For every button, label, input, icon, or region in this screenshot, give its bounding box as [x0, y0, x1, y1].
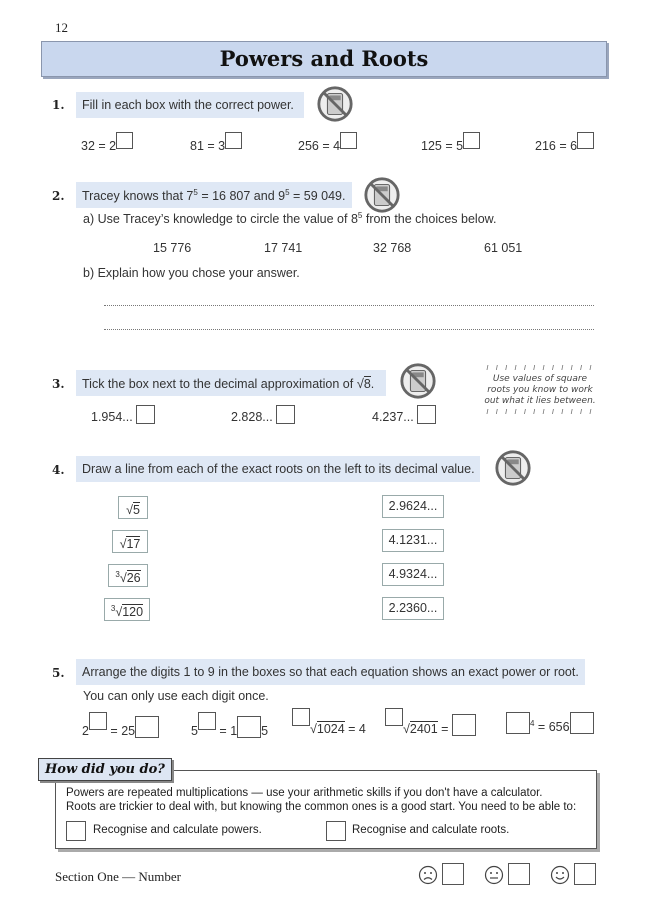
decimal-box[interactable]: 2.2360...: [382, 597, 444, 620]
q5-number: 5.: [52, 666, 65, 680]
answer-box[interactable]: [340, 132, 357, 149]
q3-text: Tick the box next to the decimal approximation of √8.: [82, 376, 375, 391]
q5-equation-4: √2401 =: [385, 708, 476, 736]
no-calculator-icon: [363, 176, 401, 214]
q3-option-3: 4.237...: [372, 405, 436, 424]
q1-text: Fill in each box with the correct power.: [82, 98, 294, 112]
q2-choice-3[interactable]: 32 768: [373, 241, 412, 255]
q1-item-1: 32 = 2: [81, 132, 133, 153]
q2-choice-2[interactable]: 17 741: [264, 241, 303, 255]
how-line-2: Roots are trickier to deal with, but knowing the common ones is a good start. You need to be able to:: [66, 801, 577, 813]
no-calculator-icon: [494, 449, 532, 487]
happy-face-icon: [550, 865, 570, 885]
checkbox-roots-label: Recognise and calculate roots.: [352, 824, 510, 836]
q2-part-b: b) Explain how you chose your answer.: [83, 266, 300, 280]
q3-band: [76, 370, 386, 396]
root-box[interactable]: $^3$√120: [104, 598, 150, 621]
checkbox-powers[interactable]: [66, 821, 86, 841]
q2-band: [76, 182, 352, 208]
checkbox-roots[interactable]: [326, 821, 346, 841]
root-box[interactable]: $^3$√26: [108, 564, 148, 587]
q3-number: 3.: [52, 377, 65, 391]
q4-number: 4.: [52, 463, 65, 477]
q2-number: 2.: [52, 189, 65, 203]
decimal-box[interactable]: 2.9624...: [382, 495, 444, 518]
q2-part-a: a) Use Tracey’s knowledge to circle the value of $8^5$ from the choices below.: [83, 211, 497, 227]
root-box[interactable]: √17: [112, 530, 148, 553]
no-calculator-icon: [316, 85, 354, 123]
q5-band: [76, 659, 585, 685]
tick-box[interactable]: [276, 405, 295, 424]
section-footer: Section One — Number: [55, 869, 182, 884]
q2-choice-4[interactable]: 61 051: [484, 241, 523, 255]
happy-rating-box[interactable]: [574, 863, 596, 885]
no-calculator-icon: [399, 362, 437, 400]
digit-box[interactable]: [570, 712, 594, 734]
sad-face-icon: [418, 865, 438, 885]
q3-option-1: 1.954...: [91, 405, 155, 424]
hint-tip: ı ı ı ı ı ı ı ı ı ı ı ı Use values of square roots you know to work out what it lies between. ı ı ı ı ı ı ı ı ı ı ı ı: [484, 363, 596, 417]
answer-box[interactable]: [577, 132, 594, 149]
digit-box[interactable]: [292, 708, 310, 726]
q1-band: [76, 92, 304, 118]
decimal-box[interactable]: 4.1231...: [382, 529, 444, 552]
page-number: 12: [55, 20, 68, 35]
how-did-you-do-title: How did you do?: [38, 758, 172, 781]
digit-box[interactable]: [452, 714, 476, 736]
page-title: Powers and Roots: [219, 46, 429, 71]
digit-box[interactable]: [385, 708, 403, 726]
tick-box[interactable]: [136, 405, 155, 424]
q1-item-5: 216 = 6: [535, 132, 594, 153]
digit-box[interactable]: [506, 712, 530, 734]
q1-item-4: 125 = 5: [421, 132, 480, 153]
q2-choice-1[interactable]: 15 776: [153, 241, 192, 255]
q1-item-3: 256 = 4: [298, 132, 357, 153]
q5-equation-2: 5 = 1 5: [191, 712, 268, 738]
neutral-rating-box[interactable]: [508, 863, 530, 885]
how-line-1: Powers are repeated multiplications — use your arithmetic skills if you don't have a calculator.: [66, 787, 543, 799]
q4-band: [76, 456, 480, 482]
sad-rating-box[interactable]: [442, 863, 464, 885]
digit-box[interactable]: [237, 716, 261, 738]
decimal-box[interactable]: 4.9324...: [382, 563, 444, 586]
checkbox-powers-label: Recognise and calculate powers.: [93, 824, 262, 836]
digit-box[interactable]: [198, 712, 216, 730]
q2-text: Tracey knows that $7^5 = 16$ 807 and $9^5 = 59$ 049.: [82, 188, 346, 204]
q5-text: Arrange the digits 1 to 9 in the boxes so that each equation shows an exact power or root.: [82, 665, 579, 679]
q5-equation-3: √1024 = 4: [292, 708, 366, 736]
q5-subtext: You can only use each digit once.: [83, 689, 269, 703]
q1-number: 1.: [52, 98, 65, 112]
root-box[interactable]: √5: [118, 496, 148, 519]
neutral-face-icon: [484, 865, 504, 885]
answer-line[interactable]: [104, 305, 594, 306]
answer-box[interactable]: [463, 132, 480, 149]
q5-equation-1: 2 = 25: [82, 712, 159, 738]
digit-box[interactable]: [135, 716, 159, 738]
q5-equation-5: $^4$ = 656: [506, 712, 594, 734]
tick-box[interactable]: [417, 405, 436, 424]
q4-text: Draw a line from each of the exact roots on the left to its decimal value.: [82, 462, 475, 476]
answer-box[interactable]: [225, 132, 242, 149]
digit-box[interactable]: [89, 712, 107, 730]
q1-item-2: 81 = 3: [190, 132, 242, 153]
q3-option-2: 2.828...: [231, 405, 295, 424]
answer-box[interactable]: [116, 132, 133, 149]
title-bar: [41, 41, 607, 77]
answer-line[interactable]: [104, 329, 594, 330]
